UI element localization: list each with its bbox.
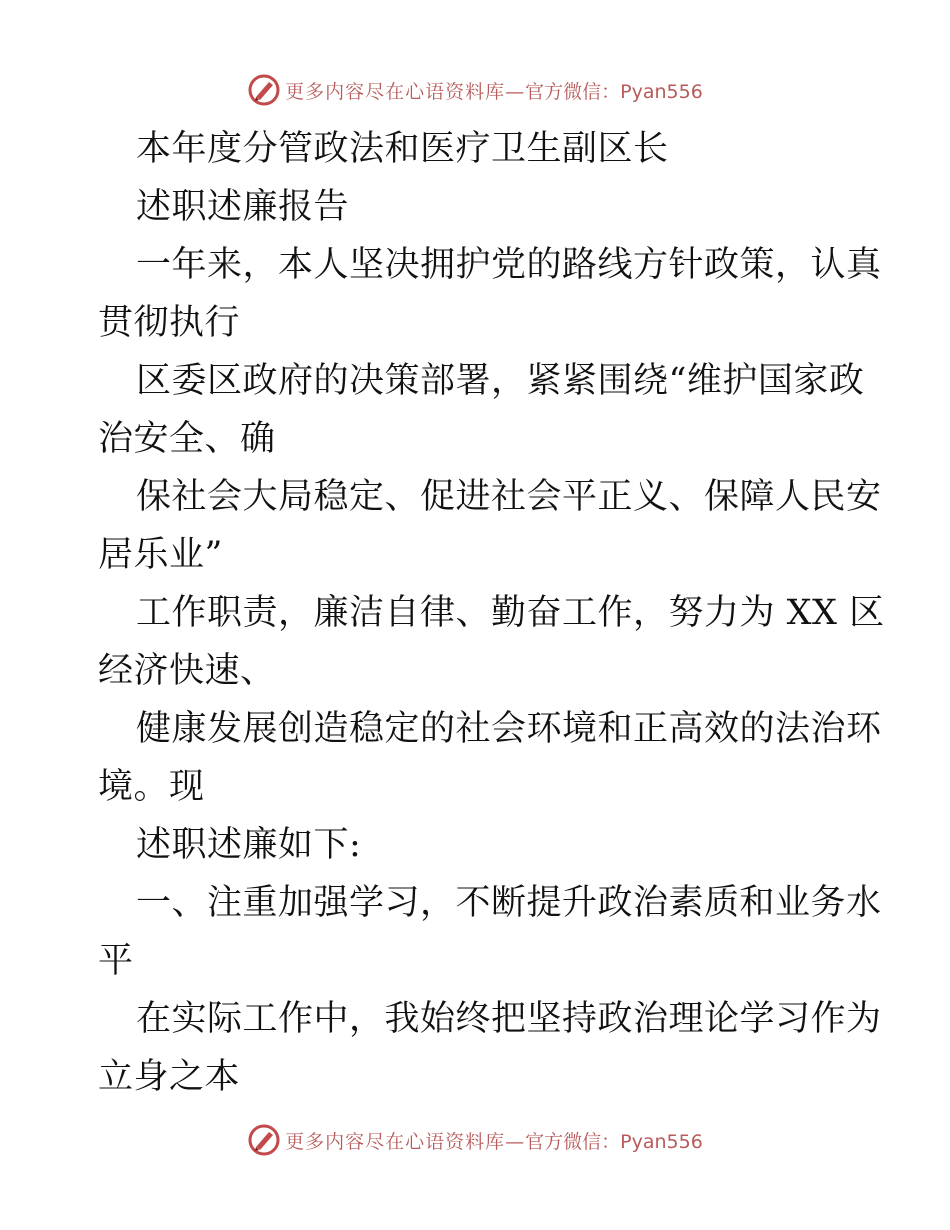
pen-logo-icon [247, 73, 281, 107]
section-heading-cont: 平 [98, 941, 134, 981]
section-heading: 一、注重加强学习，不断提升政治素质和业务水 [136, 883, 882, 923]
text-line: 居乐业” [98, 535, 223, 575]
text-line: 贯彻执行 [98, 303, 241, 343]
text-line: 境。现 [98, 767, 205, 807]
text-line: 立身之本 [98, 1057, 241, 1097]
banner-text [285, 77, 703, 104]
document-body [98, 120, 885, 1106]
banner-separator: — [505, 80, 526, 103]
footer-watermark [0, 1120, 950, 1160]
text-line: 治安全、确 [98, 419, 276, 459]
title-line-1: 本年度分管政法和医疗卫生副区长 [136, 129, 669, 169]
banner-separator: — [505, 1130, 526, 1153]
text-line: 保社会大局稳定、促进社会平正义、保障人民安 [136, 477, 882, 517]
text-line: 在实际工作中，我始终把坚持政治理论学习作为 [136, 999, 882, 1039]
text-line: 经济快速、 [98, 651, 276, 691]
title-line-2: 述职述廉报告 [136, 187, 350, 227]
text-line: 述职述廉如下: [136, 825, 362, 865]
banner-main: 更多内容尽在心语资料库 [285, 80, 506, 103]
header-watermark [0, 70, 950, 110]
banner-text [285, 1127, 703, 1154]
banner-main: 更多内容尽在心语资料库 [285, 1130, 506, 1153]
pen-logo-icon [247, 1123, 281, 1157]
text-line: 工作职责，廉洁自律、勤奋工作，努力为 XX 区 [136, 593, 885, 633]
banner-label: 官方微信：Pyan556 [525, 80, 703, 103]
banner-label: 官方微信：Pyan556 [525, 1130, 703, 1153]
text-line: 健康发展创造稳定的社会环境和正高效的法治环 [136, 709, 882, 749]
text-line: 一年来，本人坚决拥护党的路线方针政策，认真 [136, 245, 882, 285]
text-line: 区委区政府的决策部署，紧紧围绕“维护国家政 [136, 361, 865, 401]
